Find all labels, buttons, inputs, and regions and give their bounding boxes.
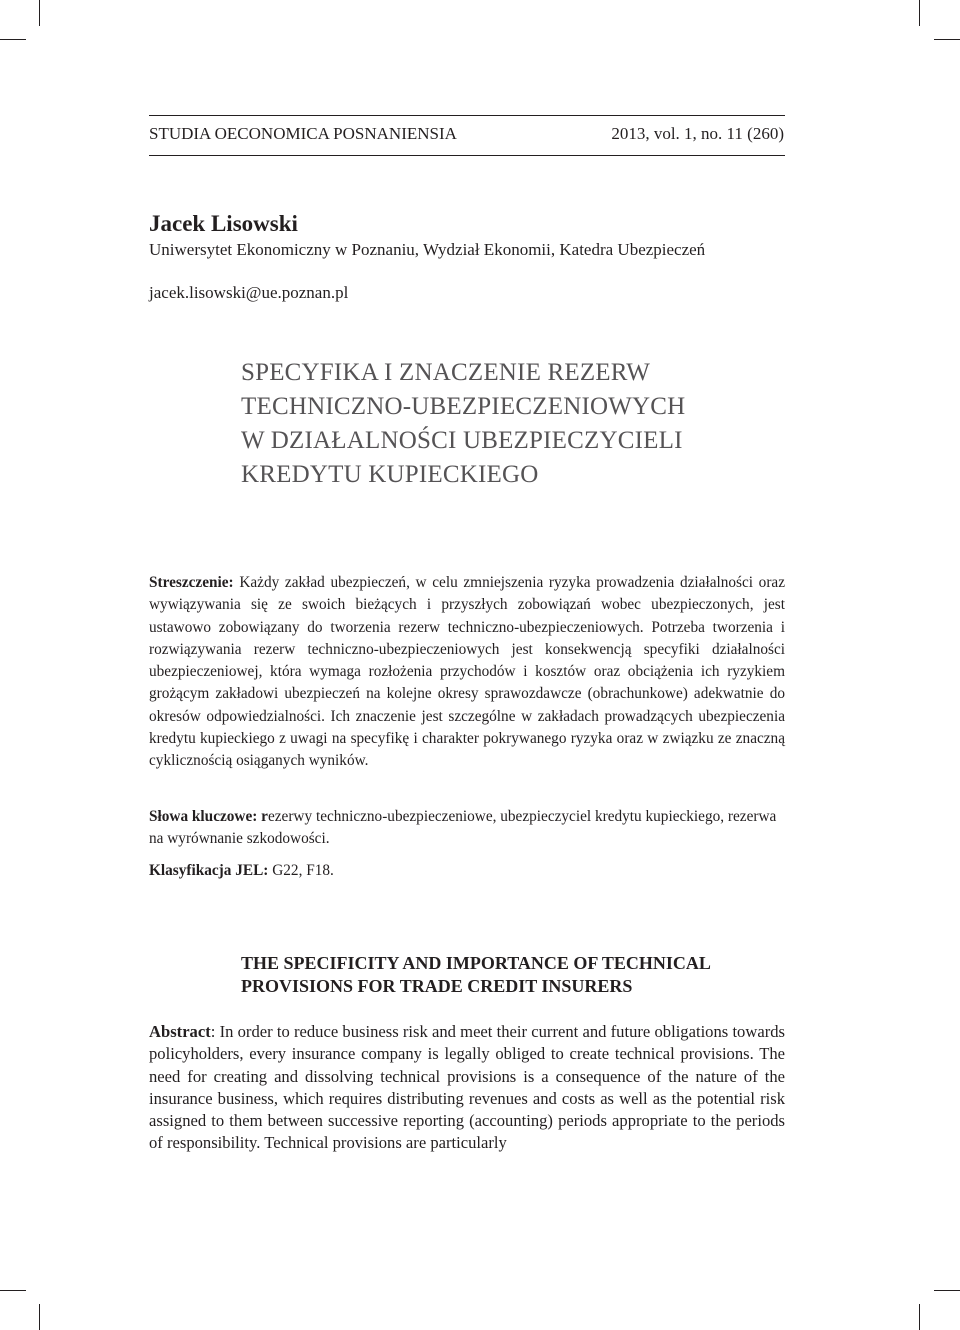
title-pl-line: TECHNICZNO-UBEZPIECZENIOWYCH xyxy=(241,393,686,420)
author-email: jacek.lisowski@ue.poznan.pl xyxy=(149,283,349,302)
crop-mark-top-left-vertical xyxy=(39,0,40,26)
title-en-line: THE SPECIFICITY AND IMPORTANCE OF TECHNICAL xyxy=(241,953,711,973)
jel-label: Klasyfikacja JEL: xyxy=(149,862,269,879)
article-title-en xyxy=(241,952,801,998)
article-title-pl xyxy=(241,356,801,492)
title-pl-line: SPECYFIKA I ZNACZENIE REZERW xyxy=(241,359,651,386)
crop-mark-bottom-right-horizontal xyxy=(934,1290,960,1291)
abstract-en-label: Abstract xyxy=(149,1022,211,1041)
jel-classification xyxy=(149,862,334,880)
title-en-line: PROVISIONS FOR TRADE CREDIT INSURERS xyxy=(241,976,633,996)
abstract-en-text: : In order to reduce business risk and meet their current and future obligations towards policyholders, every insurance company is legally obliged to create technical provisions. The need for creating and dissolving technical provisions is a consequence of the nature of the insurance business, which requires distributing revenues and costs as well as the potential risk assigned to them between successive reporting (accounting) periods appropriate to the periods of responsibility. Technical provisions are particularly xyxy=(149,1022,785,1153)
header-bottom-rule xyxy=(149,155,785,156)
title-pl-line: KREDYTU KUPIECKIEGO xyxy=(241,461,539,488)
jel-codes: G22, F18. xyxy=(268,862,334,879)
author-name: Jacek Lisowski xyxy=(149,211,298,236)
abstract-pl-text: Każdy zakład ubezpieczeń, w celu zmniejszenia ryzyka prowadzenia działalności oraz wywiązywania się ze swoich bieżących i przyszłych zobowiązań wobec ubezpieczonych, jest ustawowo zobowiązany do tworzenia rezerw techniczno-ubezpieczeniowych. Potrzeba tworzenia i rozwiązywania rezerw techniczno-ubezpieczeniowych jest konsekwencją specyfiki działalności ubezpieczeniowej, która wymaga rozłożenia przychodów i kosztów oraz obciążenia ich ryzykiem grożącym zakładowi ubezpieczeń na kolejne okresy sprawozdawcze (obrachunkowe) adekwatnie do okresów odpowiedzialności. Ich znaczenie jest szczególne w zakładach prowadzących ubezpieczenia kredytu kupieckiego z uwagi na specyfikę i charakter pokrywanego ryzyka oraz w związku ze znaczną cyklicznością osiąganych wyników. xyxy=(149,574,786,770)
crop-mark-bottom-right-vertical xyxy=(919,1304,920,1330)
author-affiliation: Uniwersytet Ekonomiczny w Poznaniu, Wydział Ekonomii, Katedra Ubezpieczeń xyxy=(149,240,706,259)
crop-mark-top-right-horizontal xyxy=(934,39,960,40)
journal-name: STUDIA OECONOMICA POSNANIENSIA xyxy=(149,124,457,143)
keywords-pl xyxy=(149,806,785,851)
header-top-rule xyxy=(149,115,785,116)
abstract-en xyxy=(149,1021,785,1155)
abstract-pl-label: Streszczenie: xyxy=(149,574,234,591)
crop-mark-top-right-vertical xyxy=(919,0,920,26)
crop-mark-bottom-left-horizontal xyxy=(0,1290,26,1291)
keywords-pl-text: ezerwy techniczno-ubezpieczeniowe, ubezpieczyciel kredytu kupieckiego, rezerwa na wyrównanie szkodowości. xyxy=(149,808,777,848)
issue-info: 2013, vol. 1, no. 11 (260) xyxy=(611,124,784,143)
crop-mark-bottom-left-vertical xyxy=(39,1304,40,1330)
title-pl-line: W DZIAŁALNOŚCI UBEZPIECZYCIELI xyxy=(241,427,683,454)
keywords-pl-label: Słowa kluczowe: r xyxy=(149,808,268,825)
crop-mark-top-left-horizontal xyxy=(0,39,26,40)
abstract-pl xyxy=(149,572,785,773)
